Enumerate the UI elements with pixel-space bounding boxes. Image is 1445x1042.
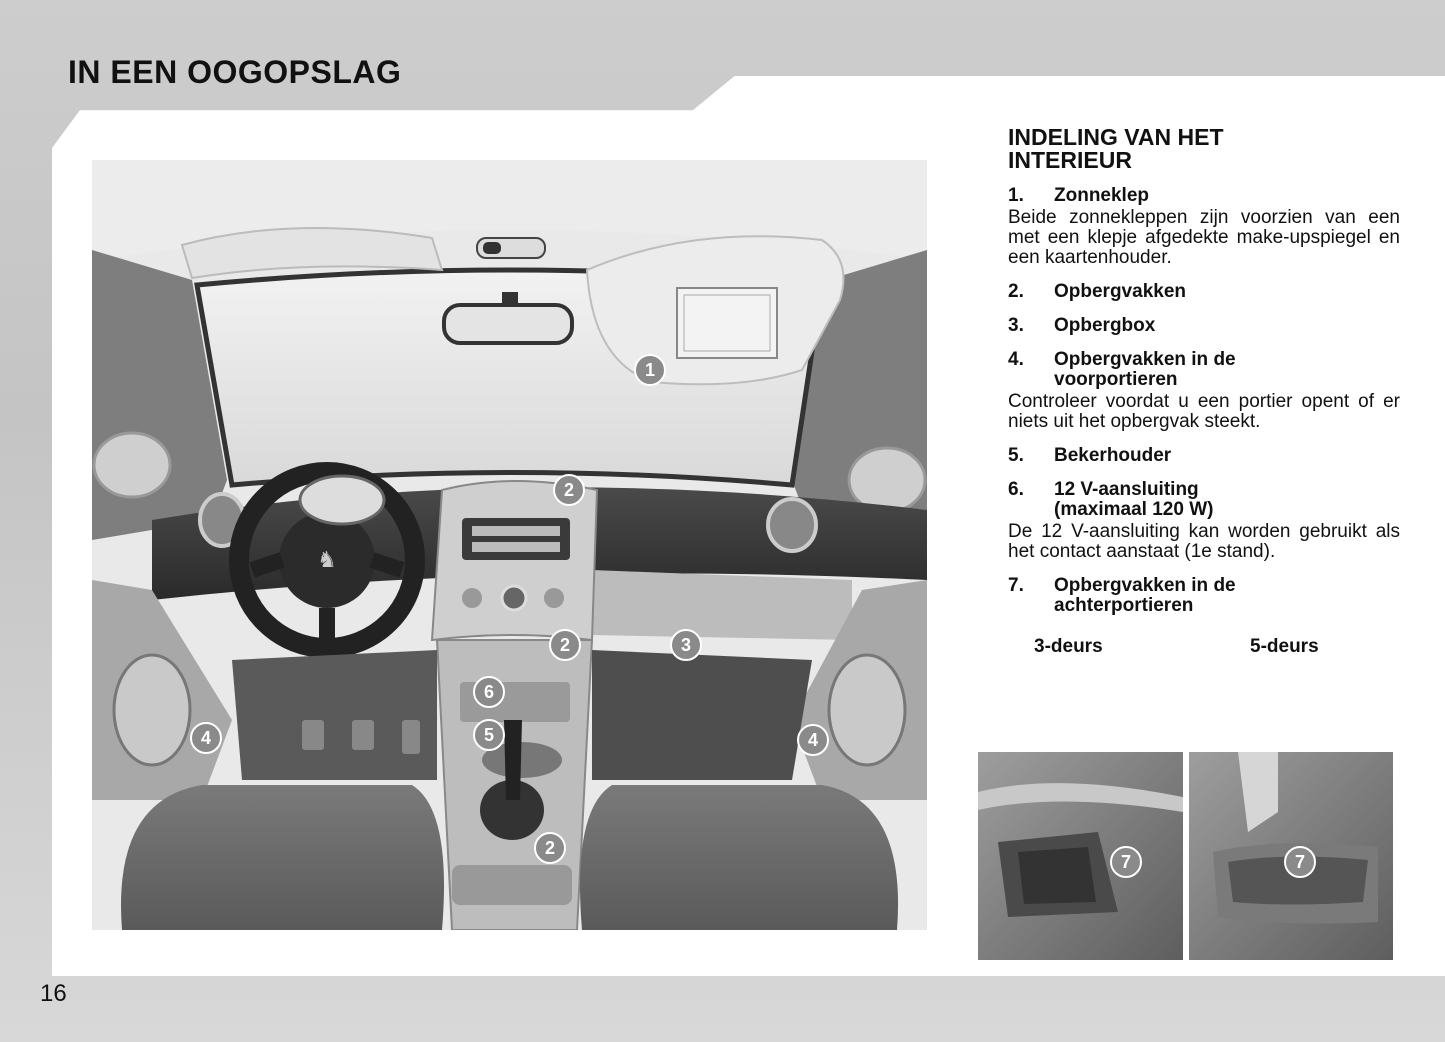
marker-7-5door: 7 bbox=[1294, 852, 1306, 872]
glovebox-tray bbox=[592, 570, 852, 640]
marker-4-right bbox=[798, 725, 828, 755]
right-vent bbox=[768, 499, 816, 551]
page-number: 16 bbox=[40, 980, 67, 1007]
rear-door-thumbnails bbox=[978, 752, 1393, 960]
page-header-title: IN EEN OOGOPSLAG bbox=[68, 54, 402, 90]
vanity-mirror bbox=[677, 288, 777, 358]
svg-text:2: 2 bbox=[544, 838, 556, 858]
driver-seat bbox=[121, 785, 444, 930]
thumb-5-door bbox=[1189, 752, 1393, 960]
radio-unit bbox=[462, 518, 570, 560]
svg-text:2: 2 bbox=[563, 480, 575, 500]
pedal-brake bbox=[352, 720, 374, 750]
driver-footwell bbox=[232, 650, 437, 780]
peugeot-lion-icon: ♞ bbox=[317, 548, 337, 573]
left-side-mirror bbox=[94, 433, 170, 497]
hvac-knob bbox=[502, 586, 526, 610]
svg-text:5: 5 bbox=[483, 725, 495, 745]
variant-labels bbox=[1008, 636, 1400, 666]
handbrake bbox=[452, 865, 572, 905]
variant-label-5-door: 5-deurs bbox=[1250, 636, 1319, 657]
text-column bbox=[1008, 126, 1400, 666]
interior-illustration bbox=[92, 160, 927, 930]
marker-2-dashboard bbox=[554, 475, 584, 505]
marker-7-3door: 7 bbox=[1120, 852, 1132, 872]
item-1-title: 1. Zonneklep bbox=[1008, 185, 1150, 206]
gear-lever bbox=[504, 720, 522, 800]
item-5-title: 5. Bekerhouder bbox=[1008, 445, 1172, 466]
item-4-desc: Controleer voordat u een portier opent of er niets uit het opbergvak steekt. bbox=[1008, 391, 1400, 432]
svg-text:4: 4 bbox=[200, 728, 212, 748]
marker-6 bbox=[474, 677, 504, 707]
thumb-3-door bbox=[978, 752, 1183, 960]
svg-text:3: 3 bbox=[680, 635, 692, 655]
svg-text:2: 2 bbox=[559, 635, 571, 655]
right-side-mirror bbox=[849, 448, 925, 512]
item-2-title: 2. Opbergvakken bbox=[1008, 281, 1186, 302]
item-6-title: 6. 12 V-aansluiting (maximaal 120 W) bbox=[1008, 479, 1214, 520]
passenger-footwell bbox=[592, 650, 812, 780]
rearview-mirror bbox=[444, 305, 572, 343]
item-3-title: 3. Opbergbox bbox=[1008, 315, 1156, 336]
marker-2-rear bbox=[535, 833, 565, 863]
instrument-cluster bbox=[300, 476, 384, 524]
item-7-title: 7. Opbergvakken in de achterportieren bbox=[1008, 575, 1236, 616]
pedal-clutch bbox=[302, 720, 324, 750]
marker-1 bbox=[635, 355, 665, 385]
marker-2-console bbox=[550, 630, 580, 660]
marker-5 bbox=[474, 720, 504, 750]
marker-4-left bbox=[191, 723, 221, 753]
passenger-seat bbox=[580, 785, 898, 930]
variant-label-3-door: 3-deurs bbox=[1034, 636, 1103, 657]
pedal-accelerator bbox=[402, 720, 420, 754]
marker-3 bbox=[671, 630, 701, 660]
svg-text:6: 6 bbox=[483, 682, 495, 702]
item-1-desc: Beide zonnekleppen zijn voorzien van een met een klepje afgedekte make-upspiegel en een kaartenhouder. bbox=[1008, 207, 1400, 268]
svg-text:4: 4 bbox=[807, 730, 819, 750]
item-4-title: 4. Opbergvakken in de voorportieren bbox=[1008, 349, 1236, 390]
svg-text:1: 1 bbox=[644, 360, 656, 380]
section-heading: INDELING VAN HET INTERIEUR bbox=[1008, 124, 1224, 173]
item-6-desc: De 12 V-aansluiting kan worden gebruikt als het contact aanstaat (1e stand). bbox=[1008, 521, 1400, 562]
